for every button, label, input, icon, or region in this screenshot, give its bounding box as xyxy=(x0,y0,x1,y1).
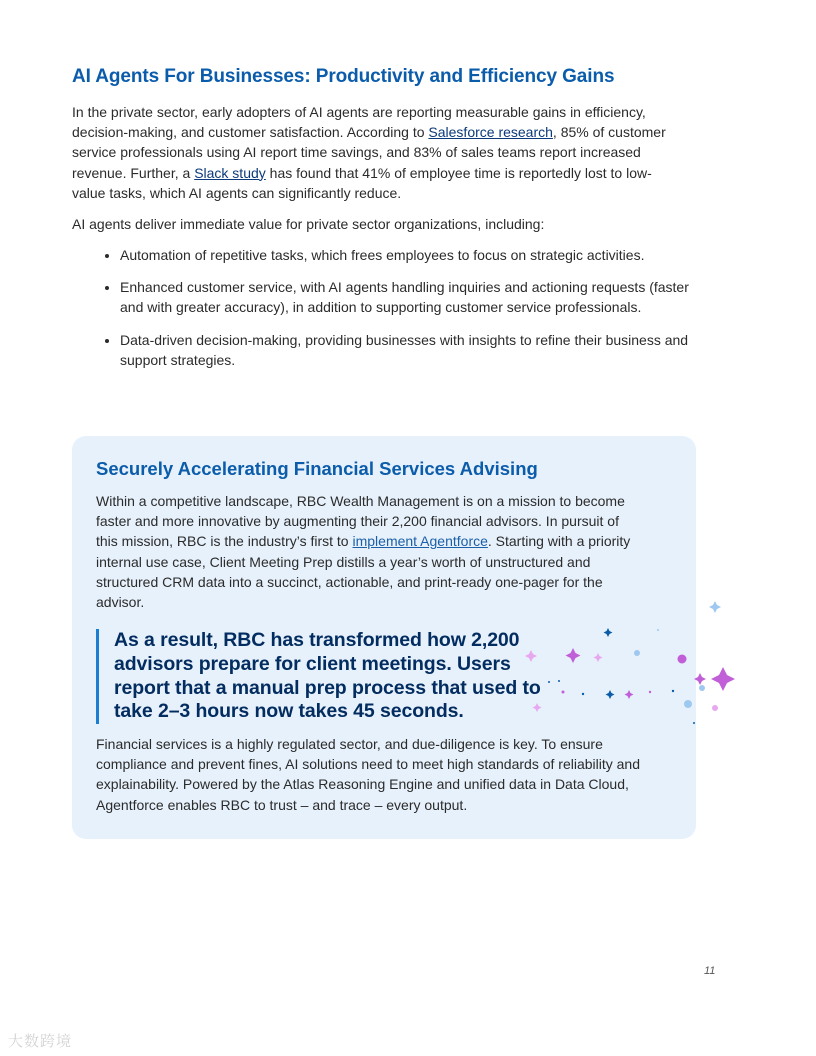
intro-text-c: has found that 41% of employee time is reportedly lost to low-value tasks, which AI agents can significantly reduce. xyxy=(72,164,652,201)
intro-text-b: , 85% of customer service professionals using AI report time savings, and 83% of sales teams report increased revenue. Further, a xyxy=(72,124,666,181)
slack-study-link[interactable]: Slack study xyxy=(194,164,266,181)
list-item: • Data-driven decision-making, providing businesses with insights to refine their business and support strategies. xyxy=(120,330,700,370)
list-item: • Enhanced customer service, with AI agents handling inquiries and actioning requests (faster and with greater accuracy), in addition to supporting customer service professionals. xyxy=(120,277,700,317)
case-text-a: Within a competitive landscape, RBC Wealth Management is on a mission to become faster and more innovative by augmenting their 2,200 financial advisors. In pursuit of this mission, RBC is the industry’s first to xyxy=(96,493,625,550)
pull-quote-text: As a result, RBC has transformed how 2,200 advisors prepare for client meetings. Users report that a manual prep process that used to take 2–3 hours now takes 45 seconds. xyxy=(114,629,541,723)
watermark: 大数跨境 xyxy=(8,1033,73,1050)
intro-paragraph xyxy=(72,102,672,203)
implement-agentforce-link[interactable]: implement Agentforce xyxy=(352,533,488,550)
intro-text-a: In the private sector, early adopters of AI agents are reporting measurable gains in efficiency, decision-making, and customer satisfaction. According to xyxy=(72,104,646,141)
list-item: • Automation of repetitive tasks, which frees employees to focus on strategic activities. xyxy=(120,245,700,265)
salesforce-research-link[interactable]: Salesforce research xyxy=(428,124,553,141)
pull-quote xyxy=(96,629,544,724)
section-title: AI Agents For Businesses: Productivity and Efficiency Gains xyxy=(72,66,615,87)
compliance-paragraph: Financial services is a highly regulated sector, and due-diligence is key. To ensure compliance and prevent fines, AI solutions need to meet high standards of reliability and explainability. Powered by the Atlas Reasoning Engine and unified data in Data Cloud, Agentforce enables RBC to trust – and trace – every output. xyxy=(96,736,640,813)
case-study-title: Securely Accelerating Financial Services Advising xyxy=(96,458,538,479)
page-number: 11 xyxy=(704,965,716,977)
benefits-list xyxy=(92,245,700,382)
sparkle-icon xyxy=(525,601,735,724)
sparkles-decoration xyxy=(510,595,760,735)
value-intro-paragraph: AI agents deliver immediate value for private sector organizations, including: xyxy=(72,216,545,232)
case-text-b: . Starting with a priority internal use case, Client Meeting Prep distills a year’s worth of unstructured and structured CRM data into a succinct, actionable, and print-ready one-pager for the advisor. xyxy=(96,533,631,611)
